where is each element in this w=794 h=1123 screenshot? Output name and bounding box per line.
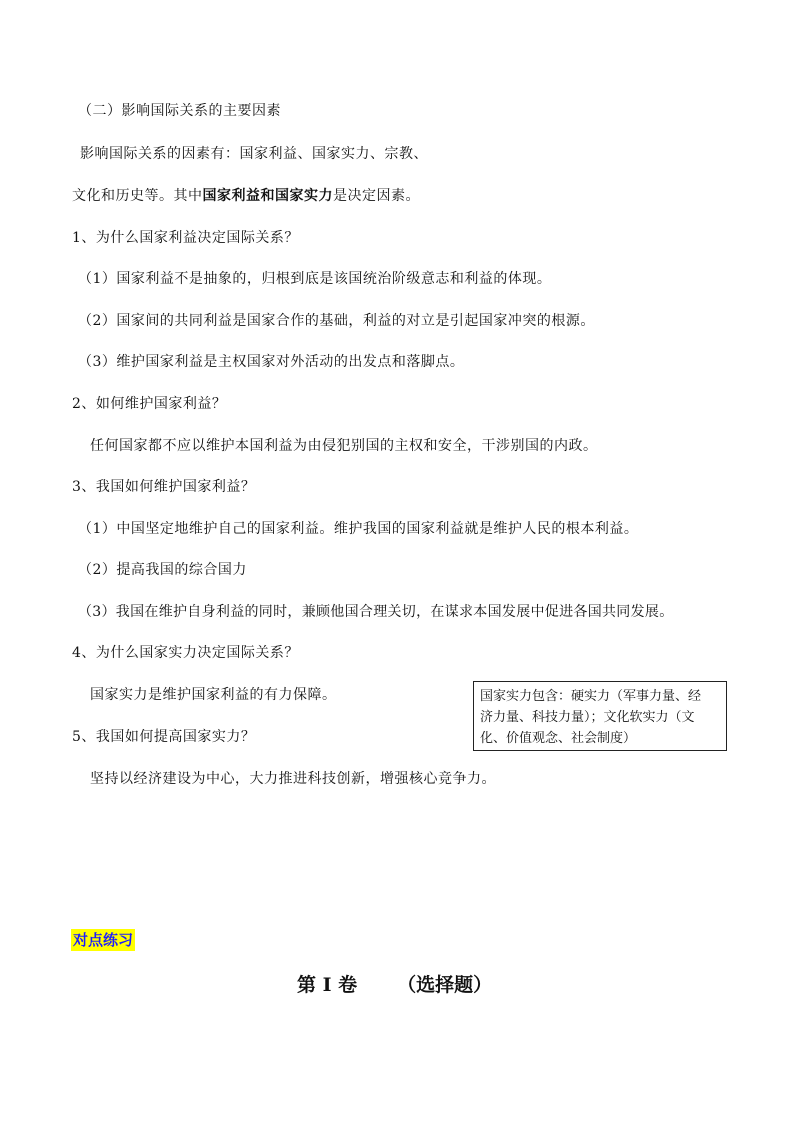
volume-type: （选择题） [397, 974, 493, 996]
q5-title: 5、我国如何提高国家实力？ [72, 729, 256, 745]
q3-point-2: （2）提高我国的综合国力 [78, 562, 247, 578]
volume-heading [297, 972, 492, 998]
q2-title: 2、如何维护国家利益？ [72, 396, 227, 412]
q3-point-1: （1）中国坚定地维护自己的国家利益。维护我国的国家利益就是维护人民的根本利益。 [78, 521, 639, 537]
q4-answer: 国家实力是维护国家利益的有力保障。 [90, 687, 337, 703]
intro-line-2 [72, 186, 420, 206]
note-line-2: 济力量、科技力量）；文化软实力（文 [480, 710, 695, 725]
q2-answer: 任何国家都不应以维护本国利益为由侵犯别国的主权和安全，干涉别国的内政。 [90, 438, 598, 454]
q3-point-3: （3）我国在维护自身利益的同时，兼顾他国合理关切，在谋求本国发展中促进各国共同发展。 [78, 604, 674, 620]
intro-line-1: 影响国际关系的因素有：国家利益、国家实力、宗教、 [80, 146, 428, 162]
section-heading: （二）影响国际关系的主要因素 [78, 103, 281, 119]
note-line-1: 国家实力包含：硬实力（军事力量、经 [480, 689, 702, 704]
q1-point-1: （1）国家利益不是抽象的，归根到底是该国统治阶级意志和利益的体现。 [78, 271, 552, 287]
note-box [473, 681, 727, 751]
q5-answer: 坚持以经济建设为中心，大力推进科技创新，增强核心竞争力。 [90, 771, 496, 787]
intro-line-2-prefix: 文化和历史等。其中 [72, 188, 203, 204]
intro-line-2-bold: 国家利益和国家实力 [202, 188, 333, 204]
intro-line-2-suffix: 是决定因素。 [333, 188, 420, 204]
note-line-3: 化、价值观念、社会制度） [480, 731, 637, 746]
q3-title: 3、我国如何维护国家利益？ [72, 479, 256, 495]
q1-title: 1、为什么国家利益决定国际关系？ [72, 230, 299, 246]
q1-point-3: （3）维护国家利益是主权国家对外活动的出发点和落脚点。 [78, 354, 465, 370]
q1-point-2: （2）国家间的共同利益是国家合作的基础，利益的对立是引起国家冲突的根源。 [78, 313, 595, 329]
practice-label: 对点练习 [73, 931, 134, 949]
q4-title: 4、为什么国家实力决定国际关系？ [72, 645, 299, 661]
volume-part: 第 I 卷 [297, 974, 358, 996]
